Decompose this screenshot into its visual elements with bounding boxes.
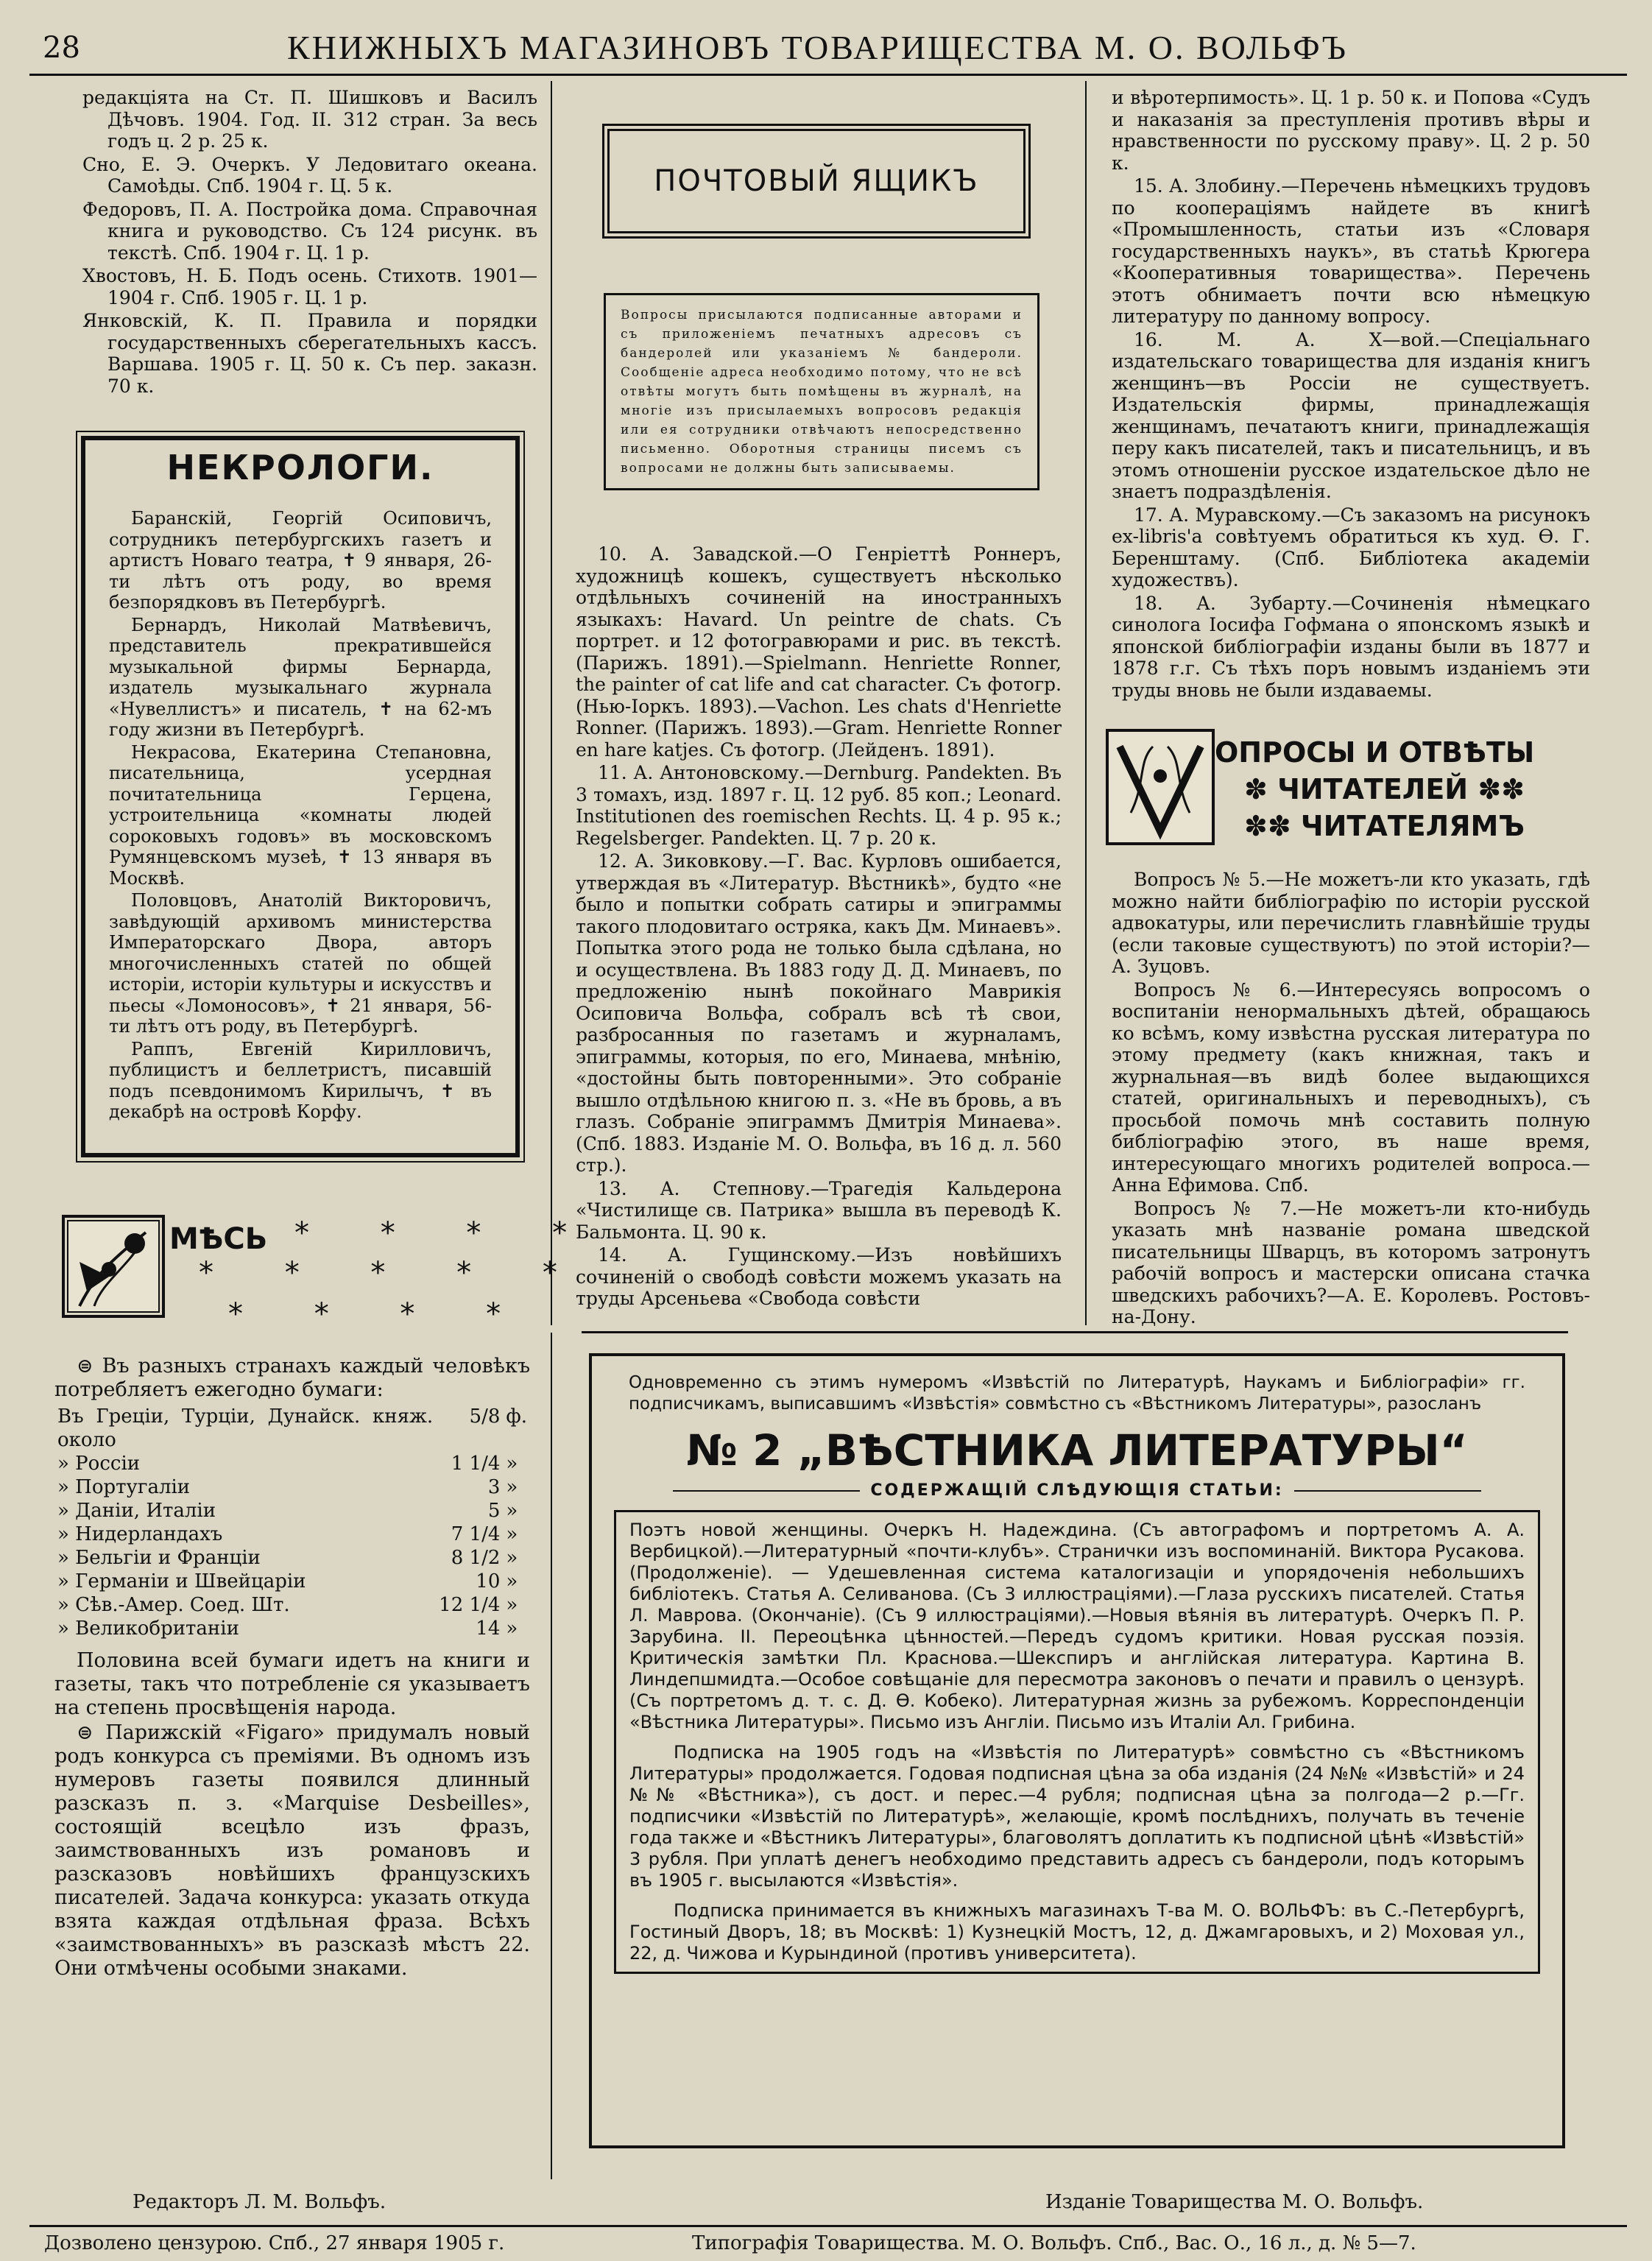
- header-rule: [29, 74, 1627, 76]
- answer-entry: 13. А. Степнову.—Трагедія Кальдерона «Чистилище св. Патрика» вышла въ переводѣ К. Бальмонта. Ц. 90 к.: [576, 1177, 1062, 1243]
- mes-paragraph: Половина всей бумаги идетъ на книги и газеты, такъ что потребленіе ся указываетъ на степень просвѣщенія народа.: [54, 1649, 530, 1719]
- amount-cell: 10: [476, 1570, 501, 1592]
- answer-entry: 17. А. Муравскому.—Съ заказомъ на рисунокъ ex-libris'а совѣтуемъ обратиться къ худ. Ѳ. Г. Беренштаму. (Спб. Библіотека академіи художествъ).: [1112, 504, 1590, 590]
- vestnik-advertisement: [589, 1353, 1565, 2148]
- qa-questions: [1112, 869, 1590, 1330]
- country-cell: » Бельгіи и Франціи: [57, 1547, 261, 1569]
- stars-row: * * * *: [294, 1216, 599, 1250]
- table-row: [54, 1523, 530, 1546]
- answer-entry: и вѣротерпимость». Ц. 1 р. 50 к. и Попова «Судъ и наказанія за преступленія противъ вѣры и нравственности по русскому праву». Ц. 2 р. 50 к.: [1112, 87, 1590, 174]
- necrology-entry: Бернардъ, Николай Матвѣевичъ, представитель прекратившейся музыкальной фирмы Бернарда, издатель музыкальнаго журнала «Нувеллистъ» и писатель, ✝ на 62-мъ году жизни въ Петербургѣ.: [109, 614, 492, 740]
- book-list-top: [82, 87, 537, 398]
- mailbox-frame: [602, 124, 1031, 239]
- country-cell: » Даніи, Италіи: [57, 1500, 216, 1522]
- answers-continued: [1112, 87, 1590, 702]
- footer-publisher: Изданіе Товарищества М. О. Вольфъ.: [1045, 2191, 1424, 2213]
- footer-printer: Типографія Товарищества. М. О. Вольфъ. Спб., Вас. О., 16 л., д. № 5—7.: [692, 2232, 1416, 2254]
- book-entry: Янковскій, К. П. Правила и порядки государственныхъ сберегательныхъ кассъ. Варшава. 1905 г. Ц. 50 к. Съ пер. заказн. 70 к.: [82, 310, 537, 397]
- unit-cell: »: [506, 1453, 518, 1475]
- answer-entry: 16. М. А. Х—вой.—Спеціальнаго издательскаго товарищества для изданія книгъ женщинъ—въ Россіи не существуетъ. Издательскія фирмы, принадлежащія женщинамъ, печатаютъ книги, принадлежащія перу какъ писателей, такъ и писательницъ, и въ этомъ отношеніи русское издательское дѣло не знаетъ подраздѣленія.: [1112, 328, 1590, 502]
- divider: [1294, 1490, 1481, 1492]
- divider: [673, 1490, 860, 1492]
- necrology-entry: Баранскій, Георгій Осиповичъ, сотрудникъ петербургскихъ газетъ и артистъ Новаго театра, ✝ 9 января, 26-ти лѣтъ отъ роду, во время безпорядковъ въ Петербургѣ.: [109, 508, 492, 613]
- country-cell: » Сѣв.-Амер. Соед. Шт.: [57, 1594, 290, 1616]
- unit-cell: ф.: [506, 1405, 527, 1428]
- answer-entry: 11. А. Антоновскому.—Dernburg. Pandekten. Въ 3 томахъ, изд. 1897 г. Ц. 12 руб. 85 коп.; Leonard. Institutionen des roemischen Rechts. Ц. 4 р. 95 к.; Regelsberger. Pandekten. Ц. 7 р. 20 к.: [576, 762, 1062, 849]
- unit-cell: »: [506, 1594, 518, 1616]
- qa-title-line3: ✽✽ ЧИТАТЕЛЯМЪ: [1244, 810, 1525, 842]
- footer-editor: Редакторъ Л. М. Вольфъ.: [133, 2191, 386, 2213]
- ad-subscription: Подписка на 1905 годъ на «Извѣстія по Литературѣ» совмѣстно съ «Вѣстникомъ Литературы» продолжается. Годовая подписная цѣна за оба изданія (24 №№ «Извѣстій» и 24 №№ «Вѣстника»), съ дост. и перес.—4 рубля; подписная цѣна за полгода—2 р.—Гг. подписчики «Извѣстій по Литературѣ», желающіе, кромѣ послѣднихъ, получать въ теченіе года также и «Вѣстникъ Литературы», благоволятъ доплатить къ подписной цѣнѣ «Извѣстій» 3 рубля. При уплатѣ денегъ необходимо представить адресъ съ бандероли, подъ которымъ въ 1905 г. высылаются «Извѣстія».: [629, 1742, 1525, 1891]
- table-row: [54, 1499, 530, 1523]
- amount-cell: 5: [487, 1500, 501, 1522]
- ad-title: № 2 „ВѢСТНИКА ЛИТЕРАТУРЫ“: [686, 1425, 1468, 1475]
- flower-ornament-icon: [62, 1215, 165, 1318]
- table-row: [54, 1452, 530, 1475]
- amount-cell: 14: [476, 1618, 501, 1640]
- stars-row: * * * *: [228, 1297, 532, 1331]
- mailbox-answers: [576, 543, 1062, 1311]
- column-separator-3: [551, 1333, 552, 2179]
- footer-censor: Дозволено цензурою. Спб., 27 января 1905 г.: [44, 2232, 505, 2254]
- answer-entry: 18. А. Зубарту.—Сочиненія нѣмецкаго синолога Іосифа Гофмана о японскомъ языкѣ и японской библіографіи изданы были въ 1877 и 1878 г.г. Съ тѣхъ поръ новымъ изданіемъ эти труды вновь не были издаваемы.: [1112, 592, 1590, 701]
- mes-section: [54, 1355, 530, 1982]
- answer-entry: 14. А. Гущинскому.—Изъ новѣйшихъ сочиненій о свободѣ совѣсти можемъ указать на труды Арсеньева «Свобода совѣсти: [576, 1244, 1062, 1309]
- unit-cell: »: [506, 1570, 518, 1592]
- qa-title-line2: ✽ ЧИТАТЕЛЕЙ ✽✽: [1244, 773, 1525, 805]
- book-entry: Федоровъ, П. А. Постройка дома. Справочная книга и руководство. Съ 124 рисунк. въ текстѣ. Спб. 1904 г. Ц. 1 р.: [82, 198, 537, 264]
- necrology-entry: Некрасова, Екатерина Степановна, писательница, усердная почитательница Герцена, устроительница «комнаты людей сороковыхъ годовъ» въ московскомъ Румянцевскомъ музеѣ, ✝ 13 января въ Москвѣ.: [109, 741, 492, 889]
- country-cell: » Великобританіи: [57, 1618, 239, 1640]
- necrology-entry: Раппъ, Евгеній Кирилловичъ, публицистъ и беллетристъ, писавшій подъ псевдонимомъ Кирилычъ, ✝ въ декабрѣ на островѣ Корфу.: [109, 1038, 492, 1122]
- amount-cell: 1 1/4: [451, 1453, 501, 1475]
- table-row: [54, 1475, 530, 1499]
- footer-rule: [29, 2225, 1627, 2227]
- book-entry: Хвостовъ, Н. Б. Подъ осень. Стихотв. 1901—1904 г. Спб. 1905 г. Ц. 1 р.: [82, 265, 537, 308]
- table-row: [54, 1593, 530, 1617]
- answer-entry: 15. А. Злобину.—Перечень нѣмецкихъ трудовъ по коопераціямъ найдете въ книгѣ «Промышленность, статьи изъ «Словаря государственныхъ наукъ», въ статьѣ Крюгера «Кооперативныя товарищества». Перечень этотъ обнимаетъ почти всю нѣмецкую литературу по данному вопросу.: [1112, 175, 1590, 327]
- answer-entry: 12. А. Зиковкову.—Г. Вас. Курловъ ошибается, утверждая въ «Литератур. Вѣстникѣ», будто «не было и попытки собрать сатиры и эпиграммы такого плодовитаго остряка, какъ Дм. Минаевъ». Попытка этого рода не только была сдѣлана, но и осуществлена. Въ 1883 году Д. Д. Минаевъ, по предложенію нынѣ покойнаго Маврикія Осиповича Вольфа, собралъ всѣ тѣ свои, разбросанныя по газетамъ и журналамъ, эпиграммы, которыя, по его, Минаева, мнѣнію, «достойны быть повторенными». Это собраніе вышло отдѣльною книгою п. з. «Не въ бровь, а въ глазъ. Собраніе эпиграммъ Дмитрія Минаева». (Спб. 1883. Изданіе М. О. Вольфа, въ 16 д. л. 560 стр.).: [576, 850, 1062, 1176]
- table-row: [54, 1546, 530, 1570]
- country-cell: Въ Греціи, Турціи, Дунайск. княж. около: [57, 1405, 434, 1451]
- book-entry: редакціята на Ст. П. Шишковъ и Василъ Дѣчовъ. 1904. Год. II. 312 стран. За весь годъ ц. 2 р. 25 к.: [82, 87, 537, 152]
- unit-cell: »: [506, 1476, 518, 1498]
- ad-intro: Одновременно съ этимъ нумеромъ «Извѣстій по Литературѣ, Наукамъ и Библіографіи» гг. подписчикамъ, выписавшимъ «Извѣстія» совмѣстно съ «Вѣстникомъ Литературы», разосланъ: [629, 1373, 1525, 1414]
- stars-row: * * * * *: [199, 1256, 588, 1290]
- country-cell: » Германіи и Швейцаріи: [57, 1570, 306, 1592]
- ad-top-rule: [582, 1331, 1568, 1333]
- amount-cell: 8 1/2: [451, 1547, 501, 1569]
- country-cell: » Португаліи: [57, 1476, 191, 1498]
- amount-cell: 12 1/4: [439, 1594, 501, 1616]
- amount-cell: 5/8: [469, 1405, 501, 1428]
- unit-cell: »: [506, 1500, 518, 1522]
- ad-contents-box: [614, 1510, 1540, 1974]
- answer-entry: 10. А. Завадской.—О Генріеттѣ Роннеръ, художницѣ кошекъ, существуетъ нѣсколько отдѣльныхъ сочиненій на иностранныхъ языкахъ: Havard. Un peintre de chats. Съ портрет. и 12 фотогравюрами и рис. въ текстѣ. (Парижъ. 1891).—Spielmann. Henriette Ronner, the painter of cat life and cat character. Съ фотогр. (Нью-Іоркъ. 1893).—Vachon. Les chats d'Henriette Ronner. (Парижъ. 1893).—Gram. Henriette Ronner en hare katjes. Съ фотогр. (Лейденъ. 1891).: [576, 543, 1062, 761]
- unit-cell: »: [506, 1523, 518, 1545]
- unit-cell: »: [506, 1547, 518, 1569]
- mailbox-notice: Вопросы присылаются подписанные авторами и съ приложеніемъ печатныхъ адресовъ съ бандеролей или указаніемъ № бандероли. Сообщеніе адреса необходимо потому, что не всѣ отвѣты могутъ быть помѣщены въ журналѣ, на многіе изъ присылаемыхъ вопросовъ редакція или ея сотрудники отвѣчаютъ непосредственно письменно. Оборотныя страницы писемъ съ вопросами не должны быть записываемы.: [604, 293, 1039, 490]
- ad-address: Подписка принимается въ книжныхъ магазинахъ Т-ва М. О. ВОЛЬФЪ: въ С.-Петербургѣ, Гостиный Дворъ, 18; въ Москвѣ: 1) Кузнецкій Мостъ, 12, д. Джамгаровыхъ, и 2) Моховая ул., 22, д. Чижова и Курындиной (противъ университета).: [629, 1900, 1525, 1964]
- column-separator-2: [1085, 81, 1087, 1325]
- mes-title: МѢСЬ: [169, 1222, 268, 1256]
- table-row: [54, 1570, 530, 1593]
- ad-subtitle: СОДЕРЖАЩІЙ СЛѢДУЮЩІЯ СТАТЬИ:: [870, 1481, 1284, 1500]
- amount-cell: 3: [487, 1476, 501, 1498]
- mailbox-title: ПОЧТОВЫЙ ЯЩИКЪ: [654, 164, 979, 198]
- question-entry: Вопросъ № 7.—Не можетъ-ли кто-нибудь указать мнѣ названіе романа шведской писательницы Шварцъ, въ которомъ затронутъ рабочій вопросъ и мастерски описана стачка шведскихъ рабочихъ?—А. Е. Королевъ. Ростовъ-на-Дону.: [1112, 1197, 1590, 1327]
- amount-cell: 7 1/4: [451, 1523, 501, 1545]
- qa-title-line1: ОПРОСЫ И ОТВѢТЫ: [1215, 736, 1535, 769]
- necrology-box: [81, 436, 520, 1157]
- paper-consumption-table: [54, 1405, 530, 1640]
- table-row: [54, 1405, 530, 1452]
- country-cell: » Россіи: [57, 1453, 141, 1475]
- page-number: 28: [43, 31, 80, 65]
- mes-intro: ⊜ Въ разныхъ странахъ каждый человѣкъ потребляетъ ежегодно бумаги:: [54, 1355, 530, 1401]
- question-entry: Вопросъ № 6.—Интересуясь вопросомъ о воспитаніи ненормальныхъ дѣтей, обращаюсь ко всѣмъ, кому извѣстна русская литература по этому предмету (какъ книжная, такъ и журнальная—въ видѣ более выдающихся статей, оригинальныхъ и переводныхъ), съ просьбой помочь мнѣ составить полную библіографію этого, въ наше время, интересующаго многихъ родителей вопроса.—Анна Ефимова. Спб.: [1112, 978, 1590, 1196]
- mes-paragraph: ⊜ Парижскій «Figaro» придумалъ новый родъ конкурса съ преміями. Въ одномъ изъ нумеровъ газеты появился длинный разсказъ п. з. «Marquise Desbeilles», состоящій всецѣло изъ фразъ, заимствованныхъ изъ романовъ и разсказовъ новѣйшихъ французскихъ писателей. Задача конкурса: указать откуда взята каждая отдѣльная фраза. Всѣхъ «заимствованныхъ» въ разсказѣ мѣстъ 22. Они отмѣчены особыми знаками.: [54, 1721, 530, 1980]
- table-row: [54, 1617, 530, 1640]
- country-cell: » Нидерландахъ: [57, 1523, 223, 1545]
- initial-v-ornament-icon: [1106, 729, 1215, 845]
- necrology-entry: Половцовъ, Анатолій Викторовичъ, завѣдующій архивомъ министерства Императорскаго Двора, авторъ многочисленныхъ статей по общей исторіи, исторіи культуры и искусствъ и пьесы «Ломоносовъ», ✝ 21 января, 56-ти лѣтъ отъ роду, въ Петербургѣ.: [109, 890, 492, 1037]
- page-header-title: КНИЖНЫХЪ МАГАЗИНОВЪ ТОВАРИЩЕСТВА М. О. ВОЛЬФЪ: [287, 29, 1349, 66]
- ad-contents: Поэтъ новой женщины. Очеркъ Н. Надеждина. (Съ автографомъ и портретомъ А. А. Вербицкой).—Литературный «почти-клубъ». Странички изъ воспоминаній. Виктора Русакова. (Продолженіе). — Удешевленная система каталогизаціи и упорядоченія небольшихъ библіотекъ. Статья А. Селиванова. (Съ 3 иллюстраціями).—Глаза русскихъ писателей. Статья Л. Маврова. (Окончаніе). (Съ 9 иллюстраціями).—Новыя вѣянія въ литературѣ. Очеркъ П. Р. Зарубина. II. Переоцѣнка цѣнностей.—Передъ судомъ критики. Новая русская поэзія. Критическія замѣтки Пл. Краснова.—Шекспиръ и англійская литература. Картина В. Линдепшмидта.—Особое совѣщаніе для пересмотра законовъ о печати и правилъ о цензурѣ. (Съ портретомъ д. т. с. Д. Ѳ. Кобеко). Литературная жизнь за рубежомъ. Корреспонденціи «Вѣстника Литературы». Письмо изъ Англіи. Письмо изъ Италіи Ал. Грибина.: [629, 1520, 1525, 1732]
- unit-cell: »: [506, 1618, 518, 1640]
- necrology-title: НЕКРОЛОГИ.: [166, 448, 434, 487]
- book-entry: Сно, Е. Э. Очеркъ. У Ледовитаго океана. Самоѣды. Спб. 1904 г. Ц. 5 к.: [82, 153, 537, 197]
- column-separator-1: [551, 81, 552, 1325]
- question-entry: Вопросъ № 5.—Не можетъ-ли кто указать, гдѣ можно найти библіографію по исторіи русской адвокатуры, или перечислить главнѣйшіе труды (если таковые существуютъ) по этой исторіи?—А. Зуцовъ.: [1112, 869, 1590, 977]
